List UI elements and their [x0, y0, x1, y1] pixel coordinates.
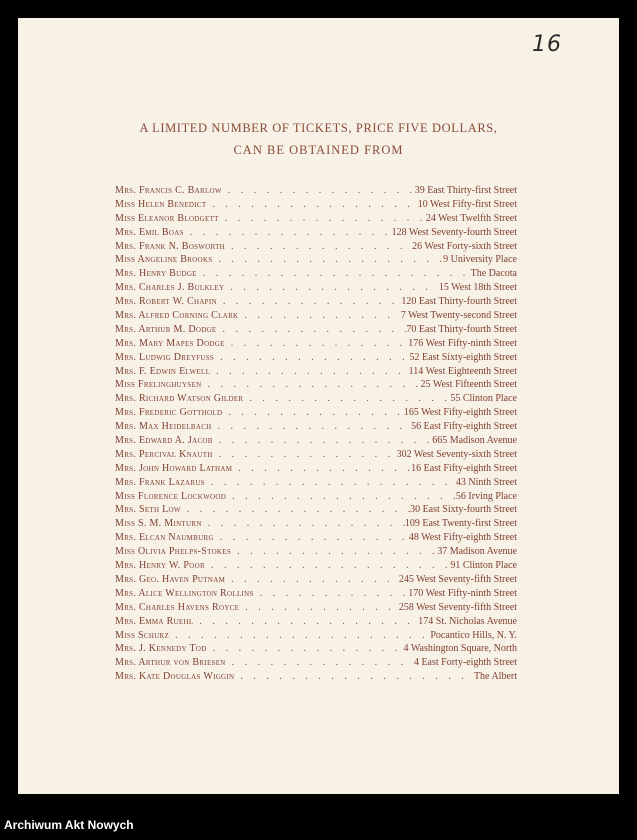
- list-item: [115, 670, 517, 684]
- dot-leader: [231, 545, 437, 559]
- entry-name: Mrs. Mary Mapes Dodge: [115, 337, 225, 349]
- list-item: [115, 351, 517, 365]
- entry-address: 37 Madison Avenue: [437, 546, 517, 558]
- entry-address: 176 West Fifty-ninth Street: [408, 337, 517, 349]
- entry-name: Mrs. Ludwig Dreyfuss: [115, 351, 215, 363]
- entry-address: 43 Ninth Street: [455, 476, 517, 488]
- entry-address: 665 Madison Avenue: [432, 435, 517, 447]
- dot-leader: [193, 615, 418, 629]
- dot-leader: [239, 601, 399, 615]
- entry-address: 114 West Eighteenth Street: [408, 365, 517, 377]
- entry-address: 55 Clinton Place: [450, 393, 517, 405]
- entry-name: Mrs. Arthur M. Dodge: [115, 323, 217, 335]
- entry-name: Mrs. J. Kennedy Tod: [115, 643, 207, 655]
- entry-name: Miss Frelinghuysen: [115, 379, 202, 391]
- entry-name: Mrs. Charles J. Bulkley: [115, 282, 225, 294]
- list-item: [115, 559, 517, 573]
- ticket-sellers-list: [115, 184, 517, 684]
- dot-leader: [205, 476, 456, 490]
- entry-address: 258 West Seventy-fifth Street: [398, 601, 517, 613]
- list-item: [115, 267, 517, 281]
- list-item: [115, 226, 517, 240]
- dot-leader: [205, 559, 450, 573]
- entry-name: Miss Schurz: [115, 629, 170, 641]
- entry-name: Mrs. Frederic Gotthold: [115, 407, 223, 419]
- list-item: [115, 378, 517, 392]
- entry-address: 4 East Forty-eighth Street: [413, 657, 517, 669]
- entry-address: 4 Washington Square, North: [403, 643, 517, 655]
- list-item: [115, 601, 517, 615]
- dot-leader: [207, 642, 404, 656]
- entry-name: Mrs. Kate Douglas Wiggin: [115, 671, 235, 683]
- entry-address: 39 East Thirty-first Street: [414, 185, 517, 196]
- dot-leader: [226, 656, 414, 670]
- entry-address: 165 West Fifty-eighth Street: [403, 407, 517, 419]
- dot-leader: [184, 226, 392, 240]
- entry-address: 9 University Place: [443, 254, 517, 266]
- entry-name: Mrs. Emma Ruehl: [115, 615, 194, 627]
- list-item: [115, 629, 517, 643]
- list-item: [115, 406, 517, 420]
- entry-name: Mrs. Henry W. Poor: [115, 560, 205, 572]
- entry-name: Mrs. Henry Budge: [115, 268, 197, 280]
- entry-name: Miss Florence Lockwood: [115, 490, 227, 502]
- list-item: [115, 392, 517, 406]
- list-item: [115, 476, 517, 490]
- entry-address: 245 West Seventy-fifth Street: [398, 573, 517, 585]
- entry-name: Mrs. Charles Havens Royce: [115, 601, 240, 613]
- dot-leader: [202, 517, 405, 531]
- entry-name: Mrs. Richard Watson Gilder: [115, 393, 244, 405]
- entry-address: 26 West Forty-sixth Street: [412, 240, 517, 252]
- entry-address: 120 East Thirty-fourth Street: [401, 296, 517, 308]
- list-item: [115, 212, 517, 226]
- entry-name: Mrs. Seth Low: [115, 504, 181, 516]
- dot-leader: [217, 295, 402, 309]
- list-item: [115, 323, 517, 337]
- entry-address: 7 West Twenty-second Street: [400, 310, 517, 322]
- list-item: [115, 517, 517, 531]
- entry-name: Mrs. Frank Lazarus: [115, 476, 205, 488]
- dot-leader: [222, 406, 403, 420]
- dot-leader: [219, 212, 426, 226]
- entry-name: Mrs. Percival Knauth: [115, 448, 213, 460]
- list-item: [115, 503, 517, 517]
- entry-address: Pocantico Hills, N. Y.: [430, 629, 517, 641]
- dot-leader: [197, 267, 471, 281]
- dot-leader: [206, 198, 417, 212]
- entry-address: 25 West Fifteenth Street: [420, 379, 517, 391]
- entry-address: 170 West Fifty-ninth Street: [408, 587, 517, 599]
- list-item: [115, 365, 517, 379]
- list-item: [115, 642, 517, 656]
- list-item: [115, 253, 517, 267]
- list-item: [115, 184, 517, 198]
- dot-leader: [226, 490, 456, 504]
- heading-line-2: CAN BE OBTAINED FROM: [233, 143, 404, 157]
- dot-leader: [254, 587, 409, 601]
- entry-address: 10 West Fifty-first Street: [417, 198, 517, 210]
- entry-address: 16 East Fifty-eighth Street: [411, 462, 517, 474]
- entry-name: Mrs. Arthur von Briesen: [115, 657, 226, 669]
- entry-name: Mrs. Alfred Corning Clark: [115, 310, 239, 322]
- dot-leader: [213, 434, 432, 448]
- dot-leader: [181, 503, 410, 517]
- list-item: [115, 587, 517, 601]
- entry-name: Mrs. Alice Wellington Rollins: [115, 587, 254, 599]
- entry-address: 70 East Thirty-fourth Street: [406, 323, 517, 335]
- entry-address: 109 East Twenty-first Street: [404, 518, 517, 530]
- list-item: [115, 656, 517, 670]
- dot-leader: [225, 573, 399, 587]
- dot-leader: [169, 629, 430, 643]
- entry-address: 56 East Fifty-eighth Street: [411, 421, 517, 433]
- list-item: [115, 545, 517, 559]
- entry-name: Mrs. Max Heidelbach: [115, 421, 212, 433]
- dot-leader: [214, 531, 409, 545]
- entry-address: 174 St. Nicholas Avenue: [418, 615, 517, 627]
- list-item: [115, 462, 517, 476]
- entry-name: Mrs. John Howard Latham: [115, 462, 233, 474]
- entry-address: 48 West Fifty-eighth Street: [408, 532, 517, 544]
- list-item: [115, 448, 517, 462]
- list-item: [115, 615, 517, 629]
- entry-address: 24 West Twelfth Street: [425, 212, 517, 224]
- dot-leader: [216, 323, 406, 337]
- dot-leader: [243, 392, 450, 406]
- entry-address: 15 West 18th Street: [438, 282, 517, 294]
- list-item: [115, 198, 517, 212]
- list-item: [115, 420, 517, 434]
- entry-name: Mrs. F. Edwin Elwell: [115, 365, 211, 377]
- entry-address: 302 West Seventy-sixth Street: [396, 448, 517, 460]
- dot-leader: [212, 420, 412, 434]
- list-item: [115, 531, 517, 545]
- entry-address: The Dacota: [470, 268, 517, 280]
- list-item: [115, 434, 517, 448]
- list-item: [115, 309, 517, 323]
- dot-leader: [214, 351, 409, 365]
- dot-leader: [225, 240, 412, 254]
- list-item: [115, 490, 517, 504]
- dot-leader: [222, 184, 415, 198]
- entry-name: Miss S. M. Minturn: [115, 518, 202, 530]
- entry-name: Miss Eleanor Blodgett: [115, 212, 219, 224]
- heading-line-1: A LIMITED NUMBER OF TICKETS, PRICE FIVE DOLLARS,: [139, 121, 498, 135]
- dot-leader: [224, 281, 439, 295]
- list-item: [115, 295, 517, 309]
- folio-number: 16: [532, 32, 562, 57]
- dot-leader: [238, 309, 400, 323]
- entry-name: Mrs. Francis C. Barlow: [115, 185, 222, 196]
- list-item: [115, 337, 517, 351]
- entry-address: 91 Clinton Place: [450, 560, 517, 572]
- list-item: [115, 240, 517, 254]
- dot-leader: [210, 365, 408, 379]
- entry-name: Mrs. Geo. Haven Putnam: [115, 573, 226, 585]
- archive-label: Archiwum Akt Nowych: [4, 818, 134, 832]
- dot-leader: [234, 670, 474, 684]
- entry-name: Mrs. Emil Boas: [115, 226, 184, 238]
- entry-address: 56 Irving Place: [455, 490, 517, 502]
- entry-name: Mrs. Robert W. Chapin: [115, 296, 217, 308]
- list-item: [115, 573, 517, 587]
- entry-address: 52 East Sixty-eighth Street: [409, 351, 517, 363]
- entry-name: Miss Angeline Brooks: [115, 254, 213, 266]
- dot-leader: [212, 253, 443, 267]
- list-item: [115, 281, 517, 295]
- entry-address: 30 East Sixty-fourth Street: [410, 504, 517, 516]
- entry-name: Miss Olivia Phelps-Stokes: [115, 546, 232, 558]
- entry-name: Mrs. Elcan Naumburg: [115, 532, 214, 544]
- dot-leader: [202, 378, 421, 392]
- entry-address: The Albert: [473, 671, 517, 683]
- entry-name: Mrs. Edward A. Jacob: [115, 435, 213, 447]
- entry-address: 128 West Seventy-fourth Street: [391, 226, 517, 238]
- dot-leader: [213, 448, 397, 462]
- dot-leader: [232, 462, 411, 476]
- entry-name: Mrs. Frank N. Bosworth: [115, 240, 226, 252]
- dot-leader: [225, 337, 409, 351]
- entry-name: Miss Helen Benedict: [115, 198, 207, 210]
